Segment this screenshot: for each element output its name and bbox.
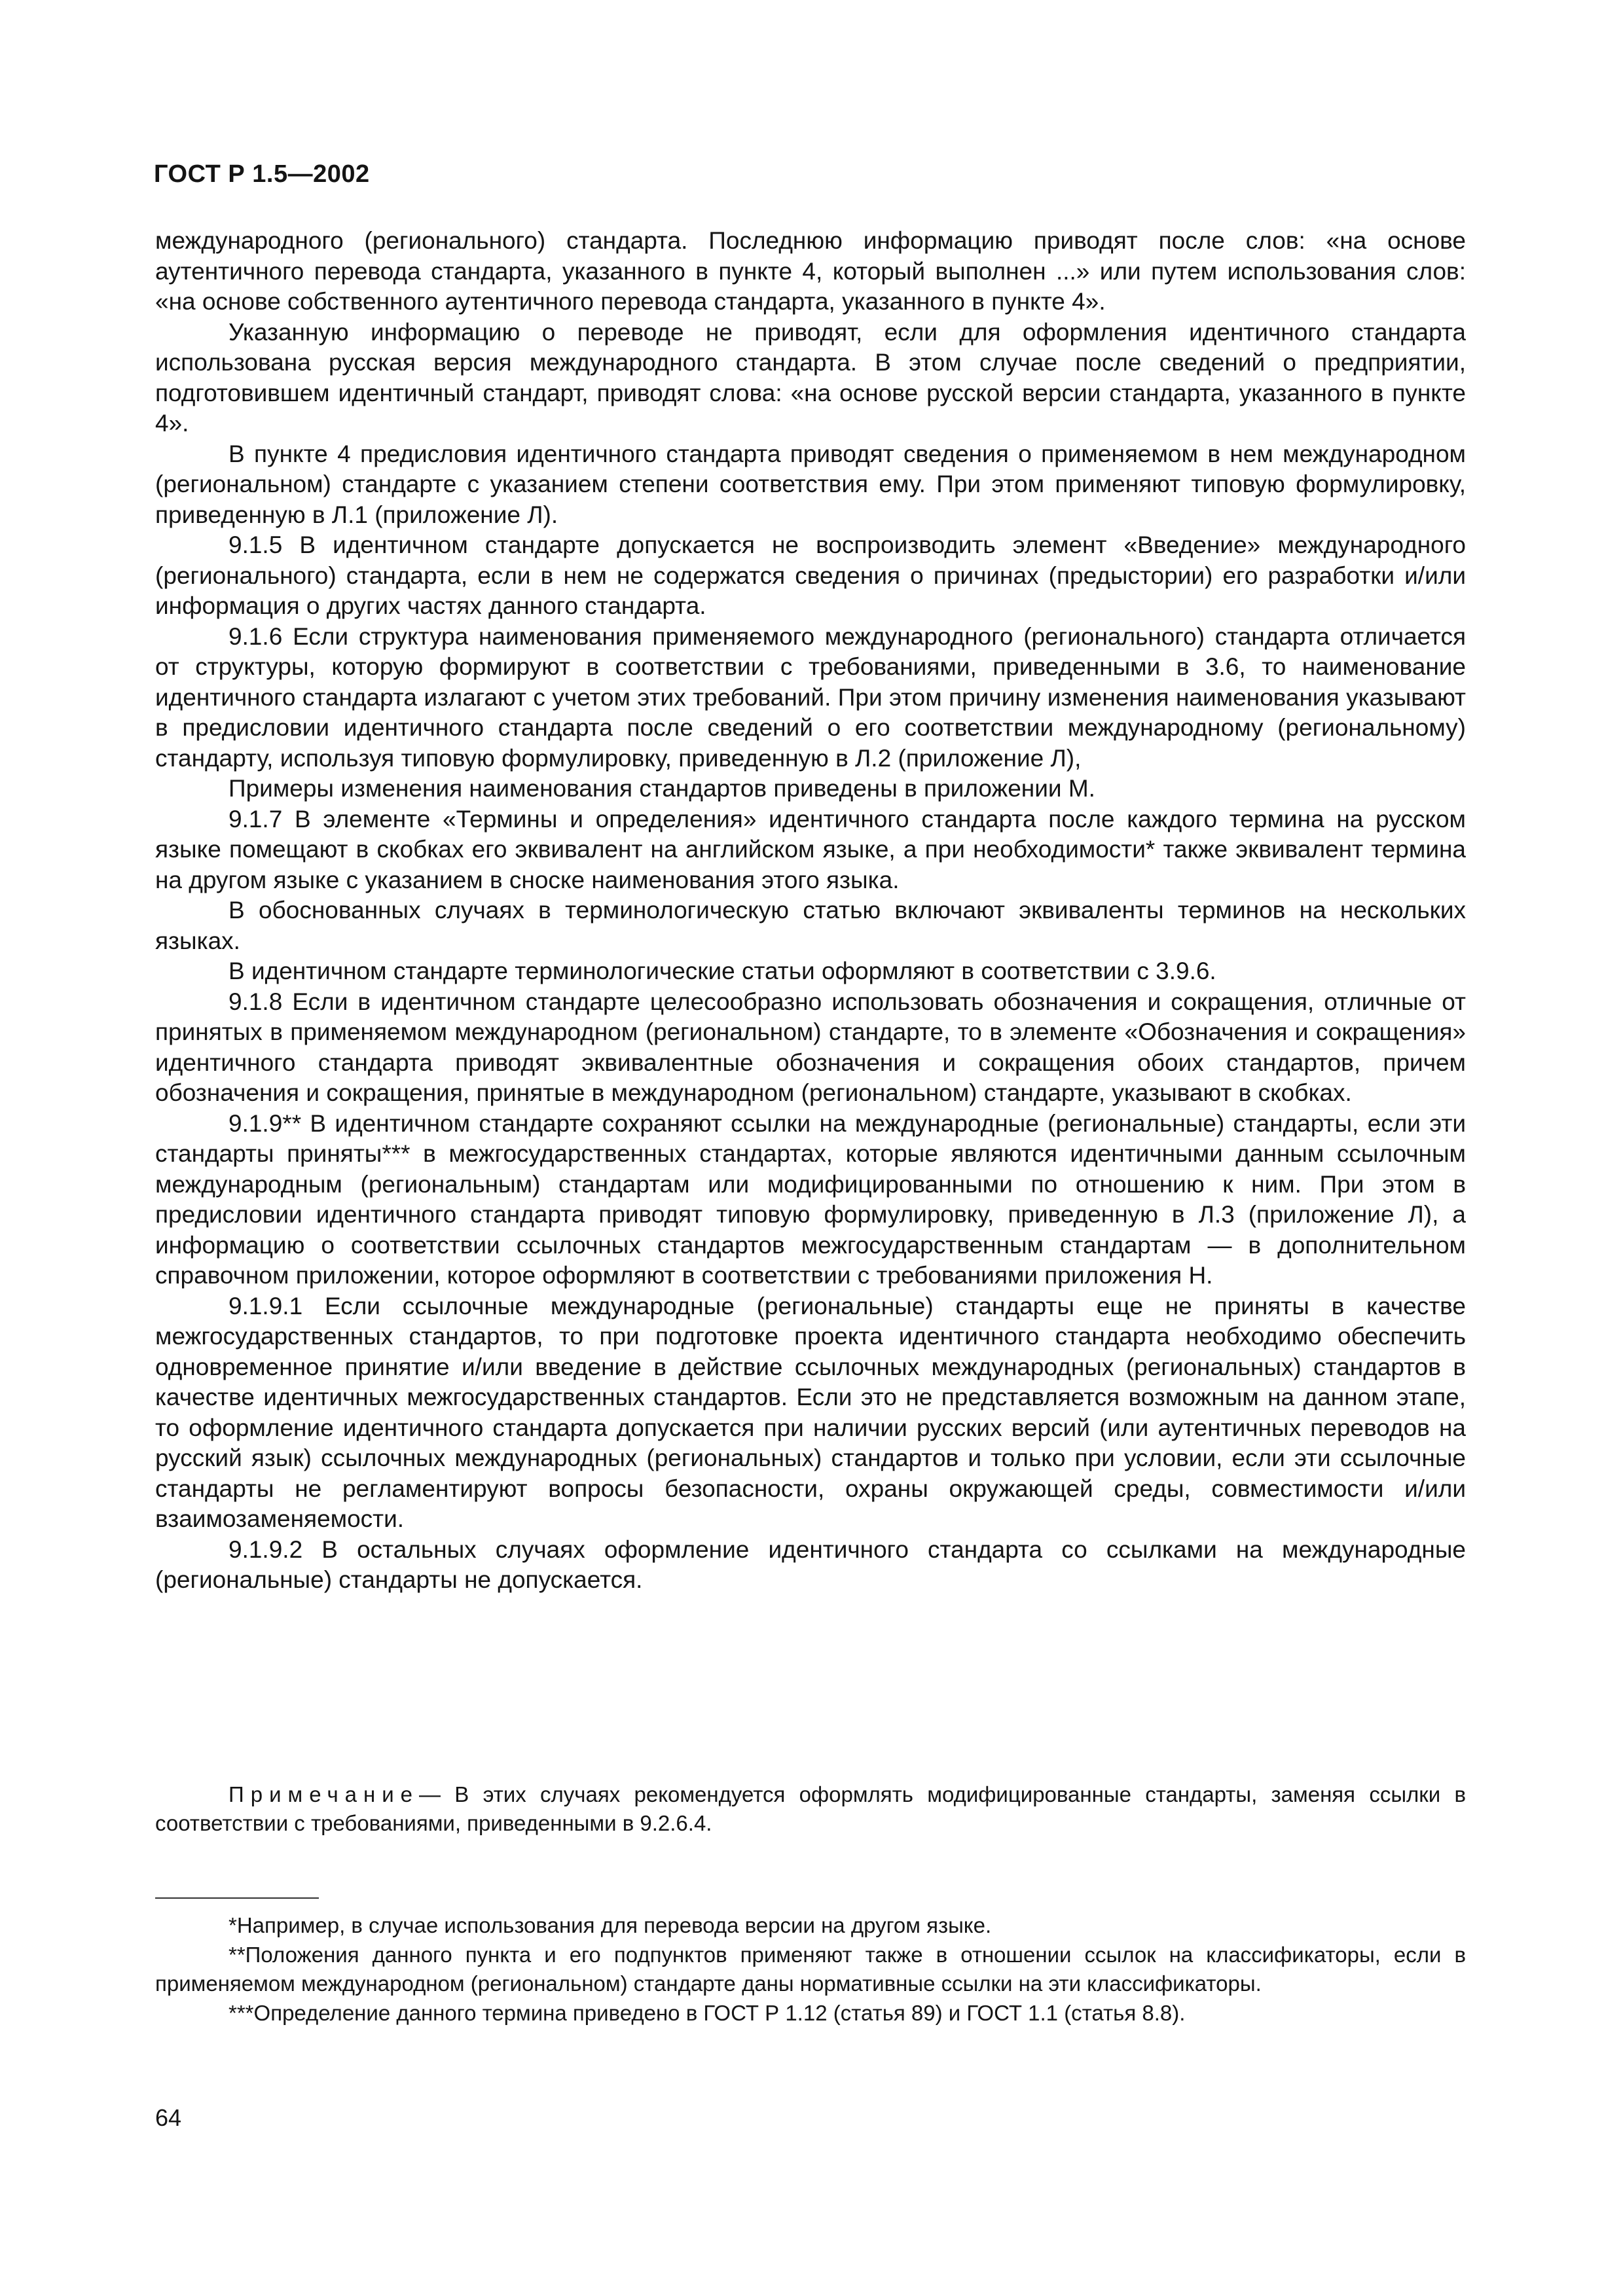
paragraph: Указанную информацию о переводе не приводят, если для оформления идентичного стандарта использована русская версия международного стандарта. В этом случае после сведений о предприятии, подготовившем идентичный стандарт, приводят слова: «на основе русской версии стандарта, указанного в пункте 4». xyxy=(155,318,1466,437)
footnote: *Например, в случае использования для перевода версии на другом языке. xyxy=(228,1913,992,1937)
note-label: Примечание xyxy=(228,1782,420,1806)
paragraph: В идентичном стандарте терминологические статьи оформляют в соответствии с 3.9.6. xyxy=(228,958,1216,984)
paragraph: 9.1.7 В элементе «Термины и определения» идентичного стандарта после каждого термина на русском языке помещают в скобках его эквивалент на английском языке, а при необходимости* также эквивалент термина на другом языке с указанием в сноске наименования этого языка. xyxy=(155,805,1466,893)
paragraph: 9.1.9.1 Если ссылочные международные (региональные) стандарты еще не приняты в качестве межгосударственных стандартов, то при подготовке проекта идентичного стандарта необходимо обеспечить одновременное принятие и/или введение в действие ссылочных международных (региональных) стандартов в качестве идентичных межгосударственных стандартов. Если это не представляется возможным на данном этапе, то оформление идентичного стандарта допускается при наличии русских версий (или аутентичных переводов на русский язык) ссылочных международных (региональных) стандартов и только при условии, если эти ссылочные стандарты не регламентируют вопросы безопасности, охраны окружающей среды, совместимости и/или взаимозаменяемости. xyxy=(155,1292,1466,1532)
paragraph: 9.1.9.2 В остальных случаях оформление идентичного стандарта со ссылками на международные (региональные) стандарты не допускается. xyxy=(155,1535,1466,1593)
note xyxy=(155,1780,1466,1838)
footnote-divider xyxy=(155,1897,319,1899)
paragraph: 9.1.9** В идентичном стандарте сохраняют ссылки на международные (региональные) стандарты, если эти стандарты приняты*** в межгосударственных стандартах, которые являются идентичными данным ссылочным международным (региональным) стандартам или модифицированными по отношению к ним. При этом в предисловии идентичного стандарта приводят типовую формулировку, приведенную в Л.3 (приложение Л), а информацию о соответствии ссылочных стандартов межгосударственным стандартам — в дополнительном справочном приложении, которое оформляют в соответствии с требованиями приложения Н. xyxy=(155,1109,1466,1289)
document-header: ГОСТ Р 1.5—2002 xyxy=(154,160,370,188)
footnotes xyxy=(155,1911,1466,2028)
paragraph: Примеры изменения наименования стандартов приведены в приложении М. xyxy=(228,775,1095,802)
paragraph: В пункте 4 предисловия идентичного стандарта приводят сведения о применяемом в нем международном (региональном) стандарте с указанием степени соответствия ему. При этом применяют типовую формулировку, приведенную в Л.1 (приложение Л). xyxy=(155,440,1466,528)
paragraph: международного (регионального) стандарта. Последнюю информацию приводят после слов: «на основе аутентичного перевода стандарта, указанного в пункте 4, который выполнен ...» или путем использования слов: «на основе собственного аутентичного перевода стандарта, указанного в пункте 4». xyxy=(155,227,1466,315)
paragraph: 9.1.6 Если структура наименования применяемого международного (регионального) стандарта отличается от структуры, которую формируют в соответствии с требованиями, приведенными в 3.6, то наименование идентичного стандарта излагают с учетом этих требований. При этом причину изменения наименования указывают в предисловии идентичного стандарта после сведений о его соответствии международному (региональному) стандарту, используя типовую формулировку, приведенную в Л.2 (приложение Л), xyxy=(155,622,1466,772)
note-text: — В этих случаях рекомендуется оформлять модифицированные стандарты, заменяя ссылки в соответствии с требованиями, приведенными в 9.2.6.4. xyxy=(155,1782,1466,1835)
footnote: **Положения данного пункта и его подпунктов применяют также в отношении ссылок на классификаторы, если в применяемом международном (региональном) стандарте даны нормативные ссылки на эти классификаторы. xyxy=(155,1942,1466,1996)
body-text xyxy=(155,226,1466,1596)
paragraph: В обоснованных случаях в терминологическую статью включают эквиваленты терминов на нескольких языках. xyxy=(155,897,1466,954)
paragraph: 9.1.8 Если в идентичном стандарте целесообразно использовать обозначения и сокращения, отличные от принятых в применяемом международном (региональном) стандарте, то в элементе «Обозначения и сокращения» идентичного стандарта приводят эквивалентные обозначения и сокращения обоих стандартов, причем обозначения и сокращения, принятые в международном (региональном) стандарте, указывают в скобках. xyxy=(155,988,1466,1106)
footnote: ***Определение данного термина приведено в ГОСТ Р 1.12 (статья 89) и ГОСТ 1.1 (статья 8.8). xyxy=(228,2000,1186,2025)
page-number: 64 xyxy=(155,2104,182,2131)
paragraph: 9.1.5 В идентичном стандарте допускается не воспроизводить элемент «Введение» международного (регионального) стандарта, если в нем не содержатся сведения о причинах (предыстории) его разработки и/или информация о других частях данного стандарта. xyxy=(155,531,1466,619)
